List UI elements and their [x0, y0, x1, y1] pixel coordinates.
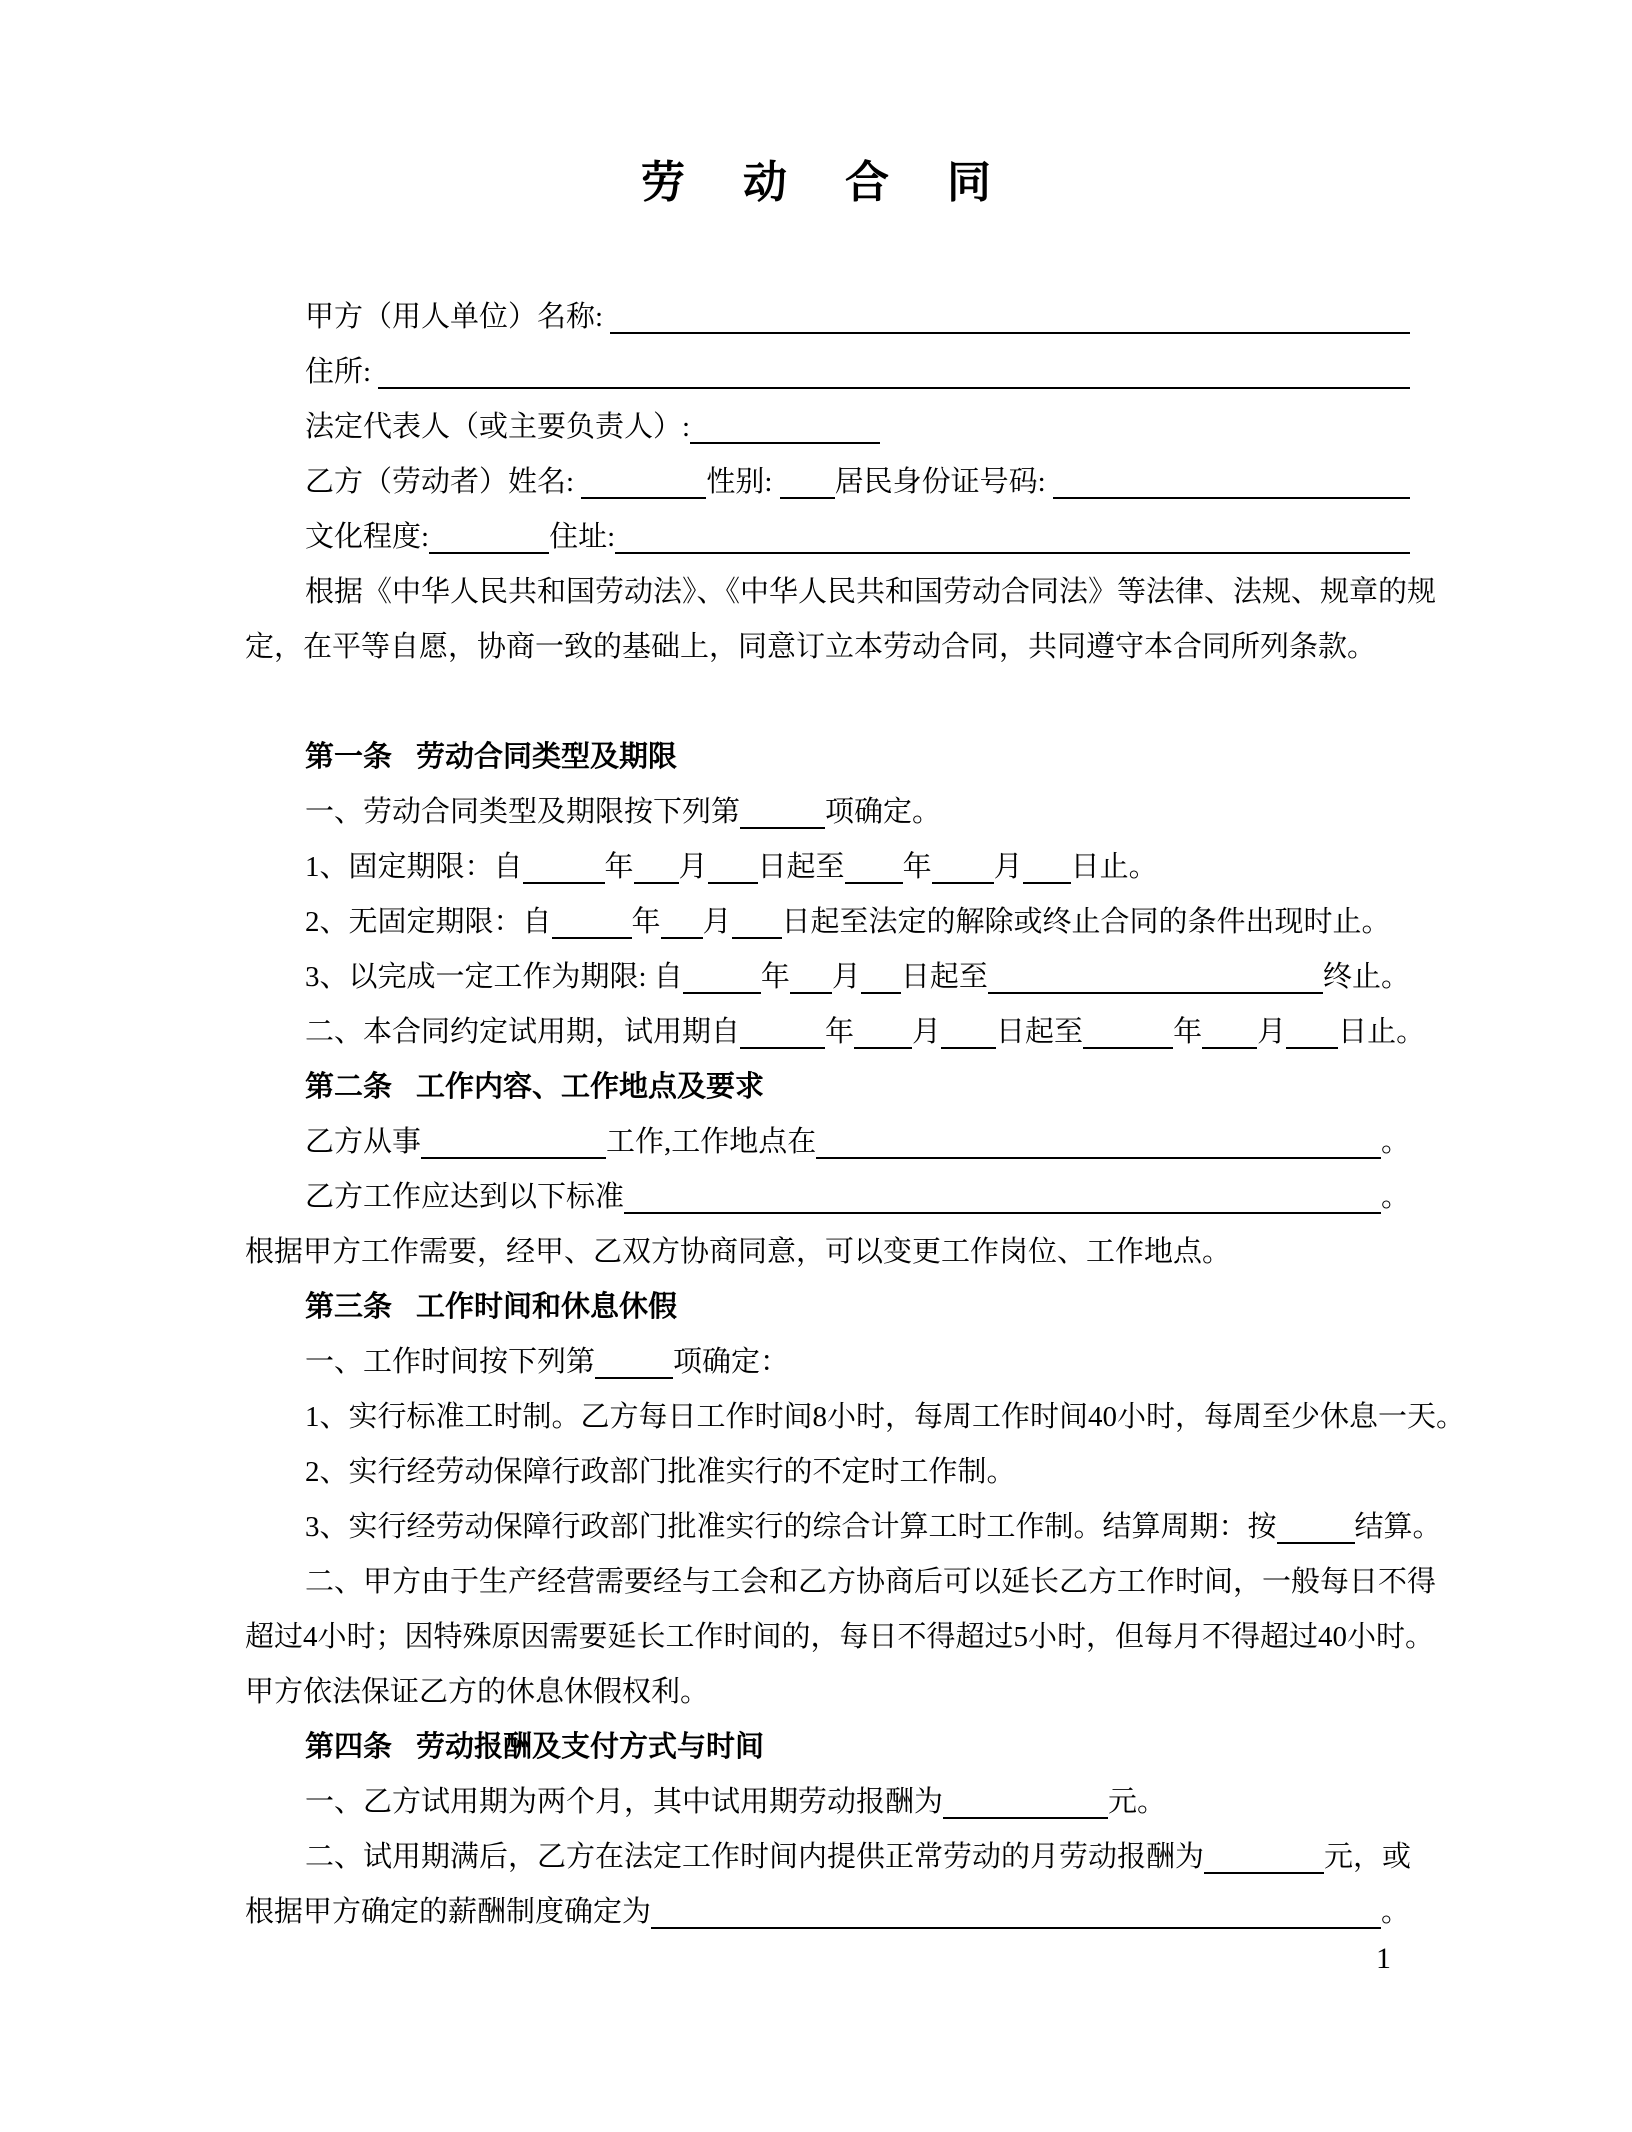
empty-line: [245, 675, 1410, 730]
section-heading: [245, 1720, 1410, 1775]
section-title: 工作时间和休息休假: [416, 1291, 678, 1323]
document-line: [245, 1775, 1410, 1830]
blank-field: [552, 895, 632, 939]
blank-field: [854, 1005, 912, 1049]
text-run: 年: [1173, 1016, 1203, 1048]
blank-field: [595, 1335, 673, 1379]
text-run: 项确定。: [825, 796, 942, 828]
blank-field: [624, 1170, 1381, 1214]
document-line: [245, 620, 1410, 675]
text-run: 根据《中华人民共和国劳动法》、《中华人民共和国劳动合同法》等法律、法规、规章的规: [305, 576, 1437, 608]
blank-field: [1023, 840, 1071, 884]
document-line: [245, 1445, 1410, 1500]
text-run: 元。: [1108, 1786, 1167, 1818]
blank-field: [780, 455, 835, 499]
document-line: [245, 290, 1410, 345]
text-run: 年: [902, 851, 932, 883]
text-run: 2、无固定期限：自: [305, 906, 552, 938]
blank-field: [1083, 1005, 1173, 1049]
text-run: 二、甲方由于生产经营需要经与工会和乙方协商后可以延长乙方工作时间，一般每日不得: [305, 1566, 1437, 1598]
blank-field: [429, 510, 549, 554]
section-title: 工作内容、工作地点及要求: [416, 1071, 765, 1103]
text-run: 甲方依法保证乙方的休息休假权利。: [245, 1676, 710, 1708]
document-line: [245, 1665, 1410, 1720]
text-run: 日止。: [1338, 1016, 1426, 1048]
text-run: 二、本合同约定试用期，试用期自: [305, 1016, 741, 1048]
text-run: 终止。: [1322, 961, 1410, 993]
text-run: 超过4小时；因特殊原因需要延长工作时间的，每日不得超过5小时，但每月不得超过40小时。: [245, 1621, 1435, 1653]
blank-field: [581, 455, 706, 499]
blank-field: [861, 950, 901, 994]
text-run: 日止。: [1070, 851, 1158, 883]
text-run: 甲方（用人单位）名称:: [305, 301, 611, 333]
text-run: 3、以完成一定工作为期限: 自: [305, 961, 683, 993]
document-line: [245, 1390, 1466, 1445]
text-run: 年: [760, 961, 790, 993]
blank-field: [1053, 455, 1410, 499]
section-heading: [245, 730, 1410, 785]
blank-field: [932, 840, 994, 884]
text-run: 日起至: [996, 1016, 1084, 1048]
text-run: 一、工作时间按下列第: [305, 1346, 596, 1378]
text-run: 住址:: [549, 521, 616, 553]
blank-field: [941, 1005, 996, 1049]
text-run: 年: [604, 851, 634, 883]
text-run: 月: [831, 961, 861, 993]
text-run: 工作,工作地点在: [606, 1126, 817, 1158]
document-line: [245, 840, 1410, 895]
text-run: 2、实行经劳动保障行政部门批准实行的不定时工作制。: [305, 1456, 1016, 1488]
blank-field: [732, 895, 782, 939]
blank-field: [615, 510, 1410, 554]
text-run: 日起至法定的解除或终止合同的条件出现时止。: [781, 906, 1391, 938]
blank-field: [1202, 1005, 1257, 1049]
document-line: [245, 1830, 1410, 1885]
blank-field: [421, 1115, 606, 1159]
blank-field: [845, 840, 903, 884]
document-line: [245, 1885, 1410, 1940]
document-line: [245, 455, 1410, 510]
text-run: 月: [1257, 1016, 1287, 1048]
text-run: 年: [631, 906, 661, 938]
text-run: 结算。: [1354, 1511, 1442, 1543]
document-line: [245, 1115, 1410, 1170]
page-number: 1: [1376, 1942, 1391, 1975]
blank-field: [378, 345, 1410, 389]
blank-field: [740, 785, 825, 829]
document-line: [245, 345, 1410, 400]
blank-field: [943, 1775, 1108, 1819]
document-line: [245, 1500, 1442, 1555]
blank-field: [1277, 1500, 1355, 1544]
text-run: 日起至: [900, 961, 988, 993]
blank-field: [651, 1885, 1381, 1929]
section-number: 第二条: [305, 1071, 393, 1103]
text-run: 一、乙方试用期为两个月，其中试用期劳动报酬为: [305, 1786, 944, 1818]
document-line: [245, 785, 1410, 840]
text-run: 根据甲方确定的薪酬制度确定为: [245, 1896, 652, 1928]
blank-field: [1286, 1005, 1338, 1049]
blank-field: [988, 950, 1323, 994]
text-run: 月: [678, 851, 708, 883]
blank-field: [661, 895, 703, 939]
document-line: [245, 1555, 1437, 1610]
document-line: [245, 1005, 1426, 1060]
text-run: 性别:: [706, 466, 780, 498]
document-line: [245, 1610, 1435, 1665]
blank-field: [1204, 1830, 1324, 1874]
document-line: [245, 1335, 1410, 1390]
blank-field: [816, 1115, 1381, 1159]
blank-field: [683, 950, 761, 994]
text-run: 。: [1380, 1181, 1410, 1213]
blank-field: [690, 400, 880, 444]
section-title: 劳动合同类型及期限: [416, 741, 678, 773]
document-line: [245, 950, 1410, 1005]
text-run: 。: [1380, 1126, 1410, 1158]
text-run: 年: [825, 1016, 855, 1048]
text-run: 1、实行标准工时制。乙方每日工作时间8小时，每周工作时间40小时，每周至少休息一天。: [305, 1401, 1466, 1433]
section-number: 第三条: [305, 1291, 393, 1323]
blank-field: [790, 950, 832, 994]
document-title: 劳动合同: [641, 158, 1049, 207]
text-run: 月: [702, 906, 732, 938]
document-line: [245, 510, 1410, 565]
text-run: 定，在平等自愿，协商一致的基础上，同意订立本劳动合同，共同遵守本合同所列条款。: [245, 631, 1377, 663]
document-body: [245, 290, 1466, 1940]
text-run: 根据甲方工作需要，经甲、乙双方协商同意，可以变更工作岗位、工作地点。: [245, 1236, 1232, 1268]
text-run: 住所:: [305, 356, 379, 388]
text-run: 项确定：: [673, 1346, 790, 1378]
blank-field: [740, 1005, 825, 1049]
section-title: 劳动报酬及支付方式与时间: [416, 1731, 765, 1763]
text-run: 居民身份证号码:: [834, 466, 1053, 498]
blank-field: [523, 840, 605, 884]
section-number: 第一条: [305, 741, 393, 773]
text-run: 法定代表人（或主要负责人）:: [305, 411, 691, 443]
text-run: 日起至: [757, 851, 845, 883]
document-line: [245, 565, 1437, 620]
text-run: 乙方（劳动者）姓名:: [305, 466, 582, 498]
section-heading: [245, 1060, 1410, 1115]
text-run: 月: [993, 851, 1023, 883]
document-line: [245, 1170, 1410, 1225]
text-run: 文化程度:: [305, 521, 430, 553]
section-heading: [245, 1280, 1410, 1335]
text-run: 1、固定期限：自: [305, 851, 523, 883]
text-run: 。: [1380, 1896, 1410, 1928]
blank-field: [610, 290, 1410, 334]
blank-field: [634, 840, 679, 884]
text-run: 月: [912, 1016, 942, 1048]
document-line: [245, 400, 1410, 455]
text-run: 二、试用期满后，乙方在法定工作时间内提供正常劳动的月劳动报酬为: [305, 1841, 1205, 1873]
document-line: [245, 1225, 1410, 1280]
blank-field: [708, 840, 758, 884]
text-run: 3、实行经劳动保障行政部门批准实行的综合计算工时工作制。结算周期：按: [305, 1511, 1277, 1543]
text-run: 乙方工作应达到以下标准: [305, 1181, 625, 1213]
text-run: 一、劳动合同类型及期限按下列第: [305, 796, 741, 828]
section-number: 第四条: [305, 1731, 393, 1763]
text-run: 乙方从事: [305, 1126, 422, 1158]
document-line: [245, 895, 1410, 950]
text-run: 元，或: [1324, 1841, 1412, 1873]
